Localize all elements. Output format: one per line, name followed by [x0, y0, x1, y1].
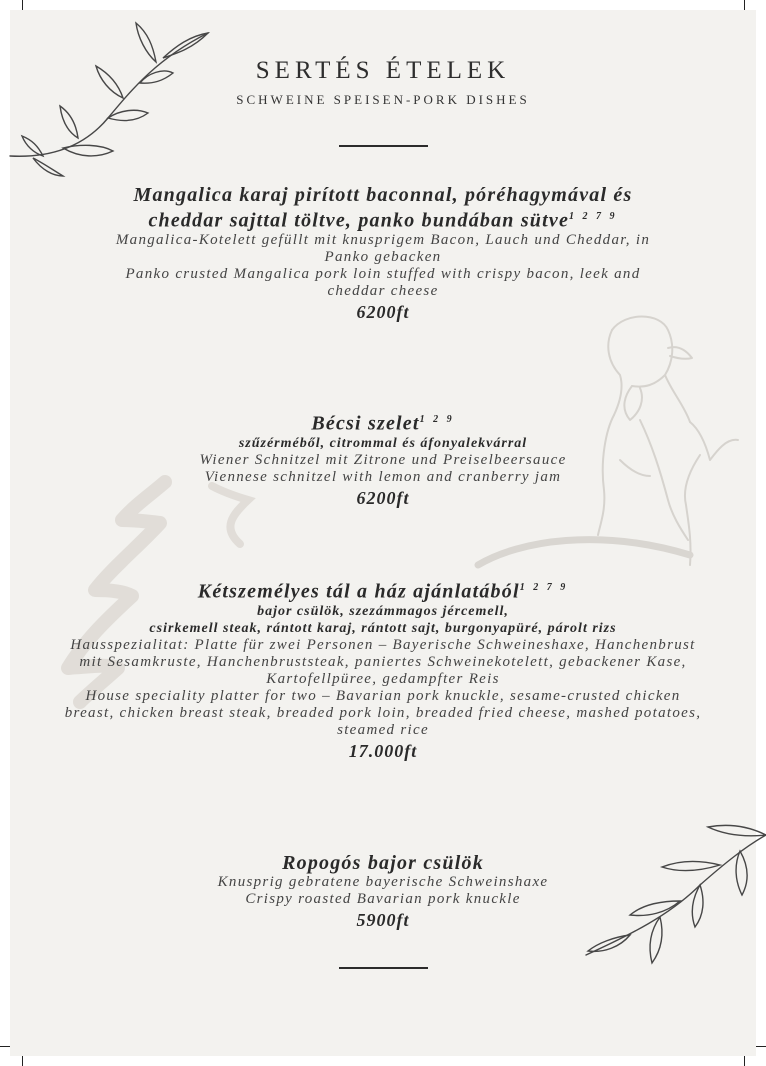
divider-bottom — [339, 967, 428, 969]
item-description-en: Panko crusted Mangalica pork loin stuffed with crispy bacon, leek and — [125, 265, 641, 282]
item-description-en: Viennese schnitzel with lemon and cranberry jam — [204, 468, 562, 485]
page-title: SERTÉS ÉTELEK — [255, 57, 511, 84]
item-description-en: breast, chicken breast steak, breaded pork loin, breaded fried cheese, mashed potatoes, — [64, 704, 702, 721]
item-description-de: Panko gebacken — [324, 248, 442, 265]
menu-item — [30, 853, 736, 931]
item-name: Ropogós bajor csülök — [282, 852, 484, 874]
item-price: 17.000ft — [348, 740, 418, 761]
item-description-de: Wiener Schnitzel mit Zitrone und Preiselbeersauce — [199, 451, 567, 468]
item-price: 6200ft — [356, 301, 410, 322]
menu-item — [30, 185, 736, 323]
allergen-codes: 1 2 7 9 — [569, 211, 618, 222]
item-description-en: Crispy roasted Bavarian pork knuckle — [245, 891, 521, 907]
item-description-en: House speciality platter for two – Bavarian pork knuckle, sesame-crusted chicken — [85, 687, 681, 704]
item-description-de: Kartofellpüree, gedampfter Reis — [266, 670, 500, 687]
allergen-codes: 1 2 7 9 — [519, 582, 569, 593]
item-description-de: mit Sesamkruste, Hanchenbruststeak, paniertes Schweinekotelett, gebackener Kase, — [79, 653, 687, 670]
item-description-en: steamed rice — [337, 721, 429, 738]
divider-top — [339, 145, 428, 147]
item-description-de: Mangalica-Kotelett gefüllt mit knusprigem Bacon, Lauch und Cheddar, in — [115, 231, 651, 248]
item-description-en: cheddar cheese — [327, 282, 439, 299]
item-description-de: Hausspezialitat: Platte für zwei Personen – Bayerische Schweineshaxe, Hanchenbrust — [70, 636, 696, 653]
item-name: cheddar sajttal töltve, panko bundában sütve$^{1 2 7 9}$ — [148, 209, 618, 232]
allergen-codes: 1 2 9 — [419, 414, 455, 425]
leaf-branch-top-left-icon — [8, 18, 228, 198]
menu-item — [30, 409, 736, 509]
item-description-de: Knusprig gebratene bayerische Schweinshaxe — [217, 874, 549, 890]
item-name: Kétszemélyes tál a ház ajánlatából$^{1 2 7 9}$ — [197, 580, 569, 603]
item-subtitle: csirkemell steak, rántott karaj, rántott sajt, burgonyapüré, párolt rizs — [149, 620, 617, 636]
menu-item — [30, 577, 736, 762]
item-subtitle: szűzérméből, citrommal és áfonyalekvárral — [238, 435, 528, 451]
item-price: 6200ft — [356, 487, 410, 508]
item-price: 5900ft — [356, 910, 410, 930]
item-name: Mangalica karaj pirított baconnal, póréhagymával és — [133, 184, 633, 206]
item-subtitle: bajor csülök, szezámmagos jércemell, — [257, 603, 509, 619]
page-subtitle: SCHWEINE SPEISEN-PORK DISHES — [236, 92, 530, 107]
item-name: Bécsi szelet$^{1 2 9}$ — [311, 412, 455, 435]
